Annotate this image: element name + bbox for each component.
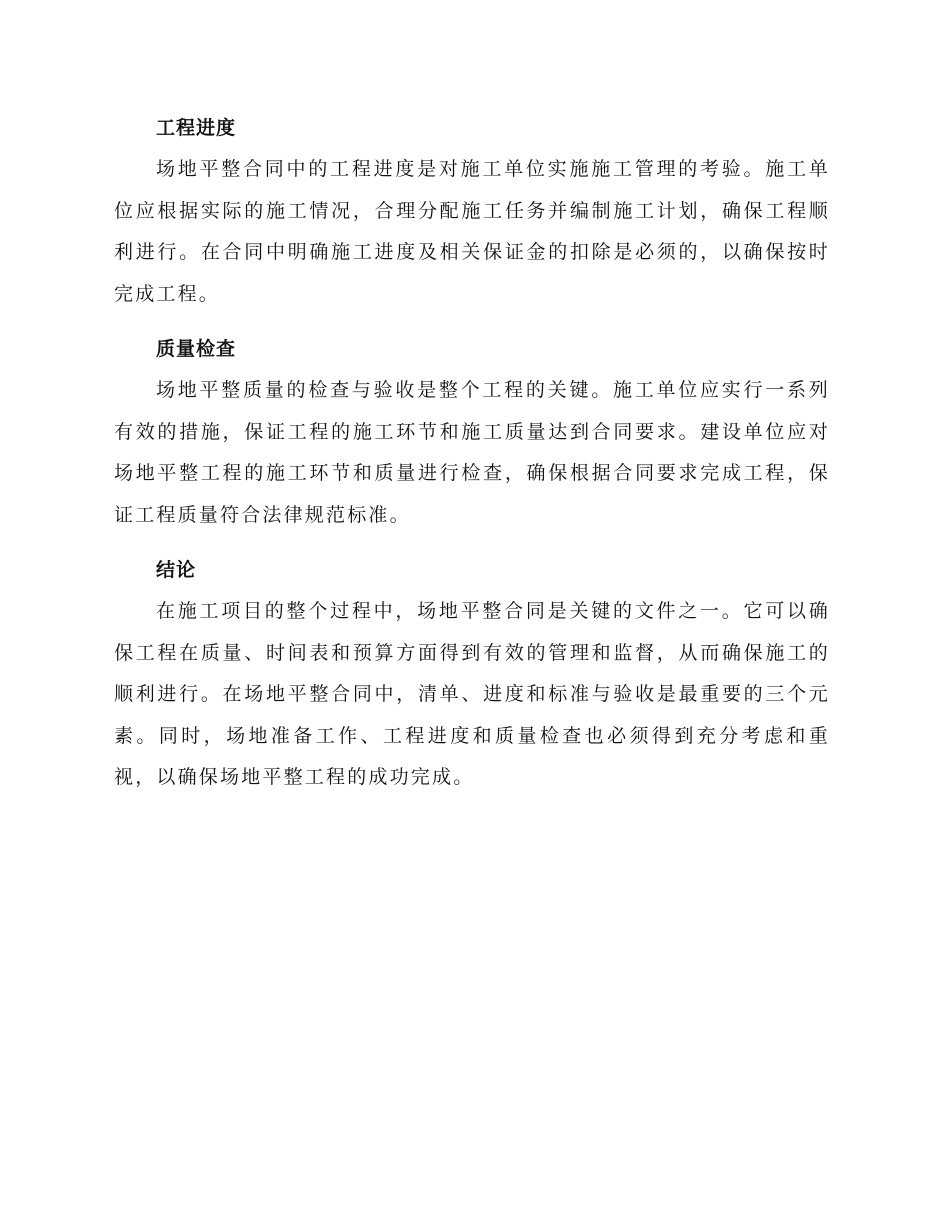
section-quality (114, 329, 830, 536)
document-body (114, 108, 830, 813)
section-conclusion (114, 550, 830, 799)
section-heading-conclusion: 结论 (156, 559, 197, 581)
section-paragraph-progress: 场地平整合同中的工程进度是对施工单位实施施工管理的考验。施工单位应根据实际的施工情况，合理分配施工任务并编制施工计划，确保工程顺利进行。在合同中明确施工进度及相关保证金的扣除是必须的，以确保按时完成工程。 (114, 158, 830, 305)
section-heading-quality: 质量检查 (156, 338, 237, 360)
section-heading-progress: 工程进度 (156, 117, 237, 139)
section-paragraph-quality: 场地平整质量的检查与验收是整个工程的关键。施工单位应实行一系列有效的措施，保证工程的施工环节和施工质量达到合同要求。建设单位应对场地平整工程的施工环节和质量进行检查，确保根据合同要求完成工程，保证工程质量符合法律规范标准。 (114, 379, 830, 526)
section-progress (114, 108, 830, 315)
section-paragraph-conclusion: 在施工项目的整个过程中，场地平整合同是关键的文件之一。它可以确保工程在质量、时间表和预算方面得到有效的管理和监督，从而确保施工的顺利进行。在场地平整合同中，清单、进度和标准与验收是最重要的三个元素。同时，场地准备工作、工程进度和质量检查也必须得到充分考虑和重视，以确保场地平整工程的成功完成。 (114, 600, 830, 788)
